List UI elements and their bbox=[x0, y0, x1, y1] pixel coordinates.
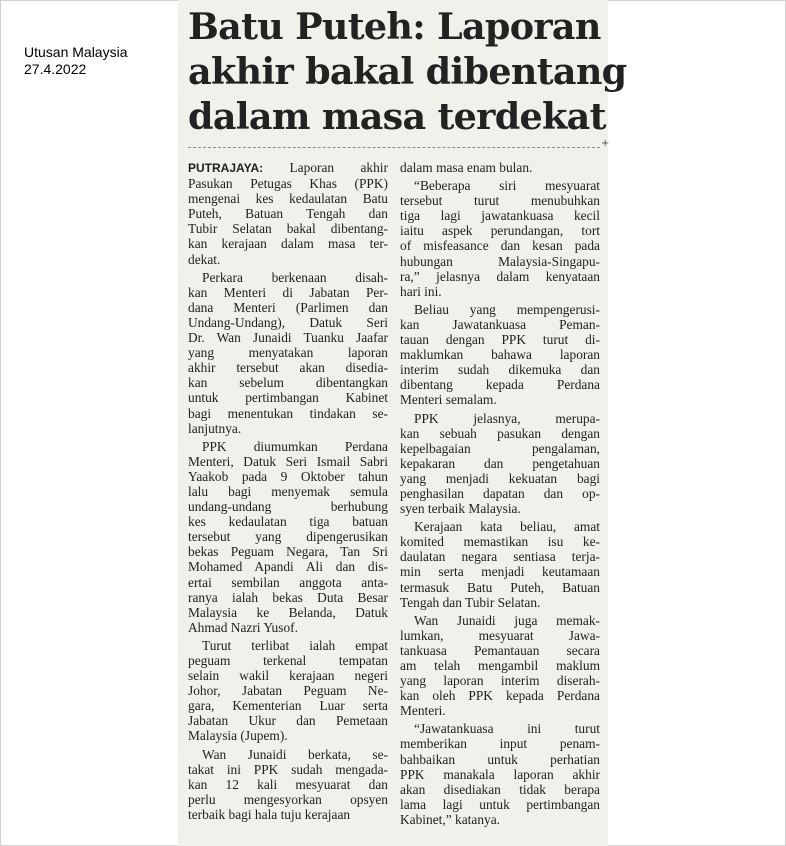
article-line: kan sebuah pasukan dengan bbox=[400, 425, 600, 441]
article-line: bahbaikan untuk perhatian bbox=[400, 751, 600, 767]
article-paragraph bbox=[400, 721, 600, 827]
article-line: akan disediakan tidak berapa bbox=[400, 781, 600, 797]
article-line: mengenai kes kedaulatan Batu bbox=[188, 191, 388, 207]
article-line: hubungan Malaysia-Singapu- bbox=[400, 253, 600, 269]
publication-name: Utusan Malaysia bbox=[24, 44, 128, 60]
article-line: “Jawatankuasa ini turut bbox=[414, 721, 600, 737]
article-line: Turut terlibat ialah empat bbox=[202, 637, 388, 653]
article-line: ranya ialah bekas Duta Besar bbox=[188, 589, 388, 605]
article-paragraph bbox=[188, 439, 388, 635]
article-line: kepelbagaian pengalaman, bbox=[400, 440, 600, 456]
article-headline bbox=[188, 4, 627, 139]
article-paragraph bbox=[400, 160, 600, 175]
article-line: yang menyatakan laporan bbox=[188, 345, 388, 361]
article-line: ertai sembilan anggota anta- bbox=[188, 574, 388, 590]
article-paragraph bbox=[400, 411, 600, 517]
article-line: Undang-Undang), Datuk Seri bbox=[188, 314, 388, 330]
article-line: dalam masa enam bulan. bbox=[400, 160, 533, 175]
article-column-1 bbox=[188, 160, 388, 825]
plus-mark-icon: + bbox=[601, 138, 610, 149]
article-line: Wan Junaidi berkata, se- bbox=[202, 746, 388, 762]
article-line: PPK manakala laporan akhir bbox=[400, 766, 600, 782]
article-line: yang menjadi kekuatan bagi bbox=[400, 470, 600, 486]
article-line: undang-undang berhubung bbox=[188, 499, 388, 515]
article-line: iaitu aspek perundangan, tort bbox=[400, 223, 600, 239]
article-column-2 bbox=[400, 160, 600, 830]
article-line: perlu mengesyorkan opsyen bbox=[188, 791, 388, 807]
article-line: Menteri semalam. bbox=[400, 392, 497, 408]
article-line: takat ini PPK sudah mengada- bbox=[188, 761, 388, 777]
article-line: tiga lagi jawatankuasa kecil bbox=[400, 208, 600, 224]
article-line: tersebut yang dipengerusikan bbox=[188, 529, 388, 545]
article-paragraph bbox=[188, 270, 388, 436]
article-line: Menteri, Datuk Seri Ismail Sabri bbox=[188, 453, 388, 469]
article-paragraph bbox=[188, 160, 388, 267]
article-paragraph bbox=[400, 519, 600, 610]
article-paragraph bbox=[188, 638, 388, 744]
article-line: dana Menteri (Parlimen dan bbox=[188, 299, 388, 315]
article-line: hari ini. bbox=[400, 283, 442, 299]
article-line: untuk pertimbangan Kabinet bbox=[188, 390, 388, 406]
article-line: Ahmad Nazri Yusof. bbox=[188, 619, 298, 635]
article-line: min serta menjadi keutamaan bbox=[400, 564, 600, 580]
article-line: kepakaran dan pengetahuan bbox=[400, 455, 600, 471]
article-line: akhir tersebut akan disedia- bbox=[188, 360, 388, 376]
article-line: Yaakob pada 9 Oktober tahun bbox=[188, 468, 388, 484]
article-line: Mohamed Apandi Ali dan dis- bbox=[188, 559, 388, 575]
article-line: Kerajaan kata beliau, amat bbox=[414, 519, 600, 535]
article-line: Puteh, Batuan Tengah dan bbox=[188, 206, 388, 222]
article-line: komited memastikan isu ke- bbox=[400, 534, 600, 550]
article-line: Tengah dan Tubir Selatan. bbox=[400, 594, 541, 610]
article-line: kan oleh PPK kepada Perdana bbox=[400, 688, 600, 704]
article-line: syen terbaik Malaysia. bbox=[400, 501, 521, 517]
article-line: Tubir Selatan bakal dibentang- bbox=[188, 221, 388, 237]
headline-line: dalam masa terdekat bbox=[188, 95, 606, 138]
article-line: interim sudah dikemuka dan bbox=[400, 362, 600, 378]
dateline: PUTRAJAYA: bbox=[188, 161, 264, 175]
article-line: Kabinet,” katanya. bbox=[400, 811, 501, 827]
article-line: Malaysia (Jupem). bbox=[188, 728, 288, 744]
article-line: selain wakil kerajaan negeri bbox=[188, 668, 388, 684]
article-line: PPK diumumkan Perdana bbox=[202, 438, 388, 454]
article-line: “Beberapa siri mesyuarat bbox=[414, 178, 600, 194]
article-line: memberikan input penam- bbox=[400, 736, 600, 752]
article-line bbox=[188, 160, 388, 176]
article-line: Jabatan Ukur dan Pemetaan bbox=[188, 713, 388, 729]
article-paragraph bbox=[188, 747, 388, 822]
article-line: kan 12 kali mesyuarat dan bbox=[188, 776, 388, 792]
article-line: yang laporan interim diserah- bbox=[400, 673, 600, 689]
article-line: tauan dengan PPK turut di- bbox=[400, 332, 600, 348]
article-line: dekat. bbox=[188, 251, 221, 267]
article-paragraph bbox=[400, 613, 600, 719]
article-line: kes kedaulatan tiga batuan bbox=[188, 514, 388, 530]
article-line: kan kerajaan dalam masa ter- bbox=[188, 236, 388, 252]
article-line: Perkara berkenaan disah- bbox=[202, 269, 388, 285]
publication-date: 27.4.2022 bbox=[24, 61, 87, 77]
article-line: termasuk Batu Puteh, Batuan bbox=[400, 579, 600, 595]
article-line: kan sebelum dibentangkan bbox=[188, 375, 388, 391]
article-line: daulatan negara sentiasa terja- bbox=[400, 549, 600, 565]
article-paragraph bbox=[400, 302, 600, 408]
headline-line: Batu Puteh: Laporan bbox=[188, 5, 601, 48]
article-line: terbaik bagi hala tuju kerajaan bbox=[188, 806, 351, 822]
article-line: Wan Junaidi juga memak- bbox=[414, 612, 600, 628]
article-line: bagi menentukan tindakan se- bbox=[188, 405, 388, 421]
article-line: gara, Kementerian Luar serta bbox=[188, 698, 388, 714]
article-line: lama lagi untuk pertimbangan bbox=[400, 796, 600, 812]
headline-divider bbox=[188, 147, 600, 148]
article-paragraph bbox=[400, 178, 600, 299]
article-line: maklumkan bahawa laporan bbox=[400, 347, 600, 363]
source-caption bbox=[24, 44, 128, 78]
article-line: lumkan, mesyuarat Jawa- bbox=[400, 627, 600, 643]
headline-line: akhir bakal dibentang bbox=[188, 50, 627, 93]
article-line: penghasilan dapatan dan op- bbox=[400, 485, 600, 501]
article-line: Beliau yang mempengerusi- bbox=[414, 301, 600, 317]
article-line: peguam terkenal tempatan bbox=[188, 653, 388, 668]
article-line: PPK jelasnya, merupa- bbox=[414, 410, 600, 426]
article-line: Menteri. bbox=[400, 703, 446, 719]
article-line: Johor, Jabatan Peguam Ne- bbox=[188, 683, 388, 699]
article-line: of misfeasance dan kesan pada bbox=[400, 238, 600, 254]
article-line: Dr. Wan Junaidi Tuanku Jaafar bbox=[188, 330, 388, 346]
article-line: am telah mengambil maklum bbox=[400, 658, 600, 673]
article-line: dibentang kepada Perdana bbox=[400, 377, 600, 393]
article-line: tersebut turut menubuhkan bbox=[400, 193, 600, 209]
article-line: kan Menteri di Jabatan Per- bbox=[188, 284, 388, 300]
article-line: ra,” jelasnya dalam kenyataan bbox=[400, 268, 600, 284]
article-line: bekas Peguam Negara, Tan Sri bbox=[188, 544, 388, 560]
article-line: Pasukan Petugas Khas (PPK) bbox=[188, 176, 388, 192]
article-line: lanjutnya. bbox=[188, 420, 242, 436]
article-line: lalu bagi menyemak semula bbox=[188, 483, 388, 499]
article-line-text: Laporan akhir bbox=[289, 160, 388, 175]
article-line: Malaysia ke Belanda, Datuk bbox=[188, 604, 388, 620]
article-line: tankuasa Pemantauan secara bbox=[400, 642, 600, 658]
article-line: kan Jawatankuasa Peman- bbox=[400, 316, 600, 332]
